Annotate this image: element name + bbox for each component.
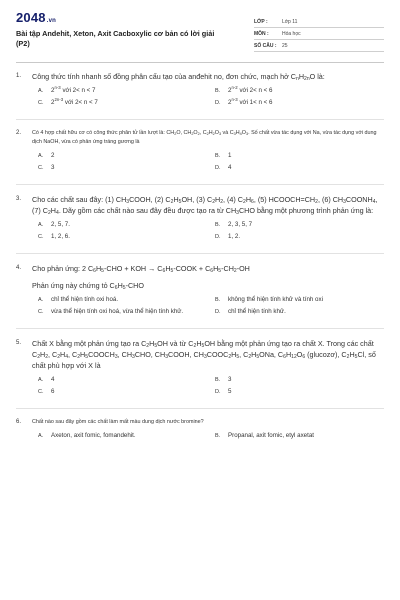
answer-option[interactable]	[215, 164, 384, 176]
option-text: 3	[51, 164, 55, 171]
answer-option[interactable]	[38, 87, 207, 99]
logo-main: 2048	[16, 10, 46, 25]
meta-value: 25	[282, 42, 288, 49]
meta-label: LỚP :	[254, 18, 268, 25]
question-number: 1.	[16, 73, 22, 79]
option-label: B.	[215, 153, 221, 159]
option-label: C.	[38, 309, 44, 315]
option-label: D.	[215, 389, 221, 395]
answer-option[interactable]	[215, 221, 384, 233]
answer-option[interactable]	[215, 87, 384, 99]
option-text: 5	[228, 388, 232, 395]
option-label: D.	[215, 165, 221, 171]
answer-option[interactable]	[215, 99, 384, 111]
answer-option[interactable]	[215, 296, 384, 308]
option-text: 2$^{n-3}$ với 1< n < 6	[228, 97, 273, 106]
option-text: 2$^{n-3}$ với 2< n < 7	[51, 85, 96, 94]
question-body: Công thức tính nhanh số đồng phân cấu tạo của anđehit no, đơn chức, mạch hở $C_nH_{2n}O$ là:	[32, 72, 325, 82]
answer-options	[16, 432, 384, 444]
option-label: B.	[215, 222, 221, 228]
question-text	[16, 418, 384, 427]
answer-option[interactable]	[215, 432, 384, 444]
option-text: 2$^{n-2}$ với 2< n < 6	[228, 85, 273, 94]
option-text: không thể hiện tính khử và tính oxi	[228, 296, 323, 303]
site-logo[interactable]	[16, 10, 251, 25]
meta-label: SỐ CÂU :	[254, 42, 277, 49]
answer-option[interactable]	[38, 376, 207, 388]
meta-value: Lớp 11	[282, 18, 298, 25]
question-body: Chất X bằng một phản ứng tạo ra $C_2H_5OH$ và từ $C_2H_5OH$ bằng một phản ứng tạo ra chất X. Trong các chất $C_2H_2$, $C_2H_4$, $C_2H_5COOCH_3$, $CH_3CHO$, $CH_3COOH$, $CH_3COOC_2H_5$, $C_2H_5ONa$, $C_6H_{12}O_6$ (glucozơ), $C_2H_5Cl$, số chất phù hợp với X là	[32, 339, 376, 370]
logo-tld: .vn	[46, 18, 57, 24]
option-text: 4	[51, 376, 55, 383]
title-line-1: Bài tập Andehit, Xeton, Axit Cacboxylic cơ bản có lời giải	[16, 29, 215, 38]
option-text: 2, 3, 5, 7	[228, 221, 253, 228]
option-text: chỉ thể hiện tính khử.	[228, 308, 286, 315]
question-text	[16, 129, 384, 147]
question-text	[16, 263, 384, 291]
question-number: 3.	[16, 196, 22, 202]
header-divider	[16, 62, 384, 63]
option-text: 2	[51, 152, 55, 159]
option-label: C.	[38, 234, 44, 240]
answer-option[interactable]	[38, 296, 207, 308]
option-text: 6	[51, 388, 55, 395]
option-label: D.	[215, 100, 221, 106]
option-text: 1, 2, 6.	[51, 233, 70, 240]
question-divider	[16, 408, 384, 409]
option-label: A.	[38, 88, 44, 94]
option-text: chỉ thể hiện tính oxi hoá.	[51, 296, 119, 303]
question-1	[16, 71, 384, 111]
answer-options	[16, 296, 384, 320]
document-header	[16, 10, 384, 52]
question-divider	[16, 253, 384, 254]
meta-value: Hóa học	[282, 30, 301, 37]
question-text	[16, 338, 384, 371]
option-label: B.	[215, 297, 221, 303]
option-text: 4	[228, 164, 232, 171]
answer-option[interactable]	[38, 164, 207, 176]
answer-options	[16, 152, 384, 176]
option-text: 1, 2.	[228, 233, 241, 240]
option-label: D.	[215, 234, 221, 240]
answer-option[interactable]	[215, 376, 384, 388]
option-label: A.	[38, 433, 44, 439]
question-5	[16, 338, 384, 400]
question-body: Có 4 hợp chất hữu cơ có công thức phân tử lần lượt là: $CH_2O$, $CH_2O_2$, $C_2H_2O_3$ và $C_3H_4O_3$. Số chất vừa tác dụng với Na, vừa tác dụng với dung dịch NaOH, vừa có phản ứng tráng gương là	[32, 130, 377, 145]
meta-row-subject	[254, 28, 384, 40]
option-text: vừa thể hiện tính oxi hoá, vừa thể hiện tính khử.	[51, 308, 184, 315]
answer-option[interactable]	[215, 233, 384, 245]
meta-row-count	[254, 40, 384, 52]
question-text	[16, 194, 384, 216]
meta-label: MÔN :	[254, 30, 269, 37]
answer-options	[16, 221, 384, 245]
question-number: 5.	[16, 340, 22, 346]
question-body: Cho phản ứng: 2 $C_6H_5$-CHO + KOH → $C_6H_5$-COOK + $C_6H_5-CH_2-OH$ Phản ứng này chứng tỏ $C_6H_5$-CHO	[32, 264, 250, 291]
question-list	[16, 71, 384, 444]
option-label: C.	[38, 165, 44, 171]
meta-row-class	[254, 16, 384, 28]
option-label: B.	[215, 377, 221, 383]
option-label: C.	[38, 389, 44, 395]
option-text: Axeton, axit fomic, fomandehit.	[51, 432, 136, 439]
question-number: 2.	[16, 130, 22, 136]
answer-option[interactable]	[215, 308, 384, 320]
question-3	[16, 194, 384, 245]
question-number: 4.	[16, 265, 22, 271]
question-number: 6.	[16, 419, 22, 425]
option-text: Propanal, axit fomic, etyl axetat	[228, 432, 314, 439]
option-label: A.	[38, 222, 44, 228]
title-line-2: (P2)	[16, 39, 30, 48]
question-body: Chất nào sau đây gồm các chất làm mất màu dung dịch nước bromine?	[32, 419, 204, 425]
question-divider	[16, 119, 384, 120]
answer-option[interactable]	[38, 152, 207, 164]
answer-option[interactable]	[38, 221, 207, 233]
answer-options	[16, 87, 384, 111]
answer-option[interactable]	[38, 432, 207, 444]
option-label: A.	[38, 297, 44, 303]
option-label: B.	[215, 88, 221, 94]
option-text: 2, 5, 7.	[51, 221, 70, 228]
answer-option[interactable]	[38, 233, 207, 245]
document-title	[16, 29, 251, 49]
option-label: C.	[38, 100, 44, 106]
option-label: D.	[215, 309, 221, 315]
option-label: A.	[38, 377, 44, 383]
question-2	[16, 129, 384, 176]
answer-option[interactable]	[38, 99, 207, 111]
answer-option[interactable]	[38, 388, 207, 400]
option-label: A.	[38, 153, 44, 159]
option-text: 1	[228, 152, 232, 159]
question-divider	[16, 184, 384, 185]
header-left	[16, 10, 251, 52]
answer-option[interactable]	[38, 308, 207, 320]
question-divider	[16, 328, 384, 329]
document-meta	[254, 10, 384, 52]
option-text: 3	[228, 376, 232, 383]
answer-options	[16, 376, 384, 400]
question-text	[16, 71, 384, 82]
answer-option[interactable]	[215, 152, 384, 164]
question-4	[16, 263, 384, 320]
option-label: B.	[215, 433, 221, 439]
option-text: $2^{2n-3}$ với 2< n < 7	[51, 97, 98, 106]
question-6	[16, 418, 384, 444]
answer-option[interactable]	[215, 388, 384, 400]
question-body: Cho các chất sau đây: (1) $CH_3COOH$, (2) $C_2H_5OH$, (3) $C_2H_2$, (4) $C_2H_6$, (5) $HCOOCH=CH_2$, (6) $CH_3COONH_4$, (7) $C_2H_4$. Dãy gồm các chất nào sau đây đều được tạo ra từ $CH_3CHO$ bằng một phương trình phản ứng là:	[32, 195, 378, 216]
